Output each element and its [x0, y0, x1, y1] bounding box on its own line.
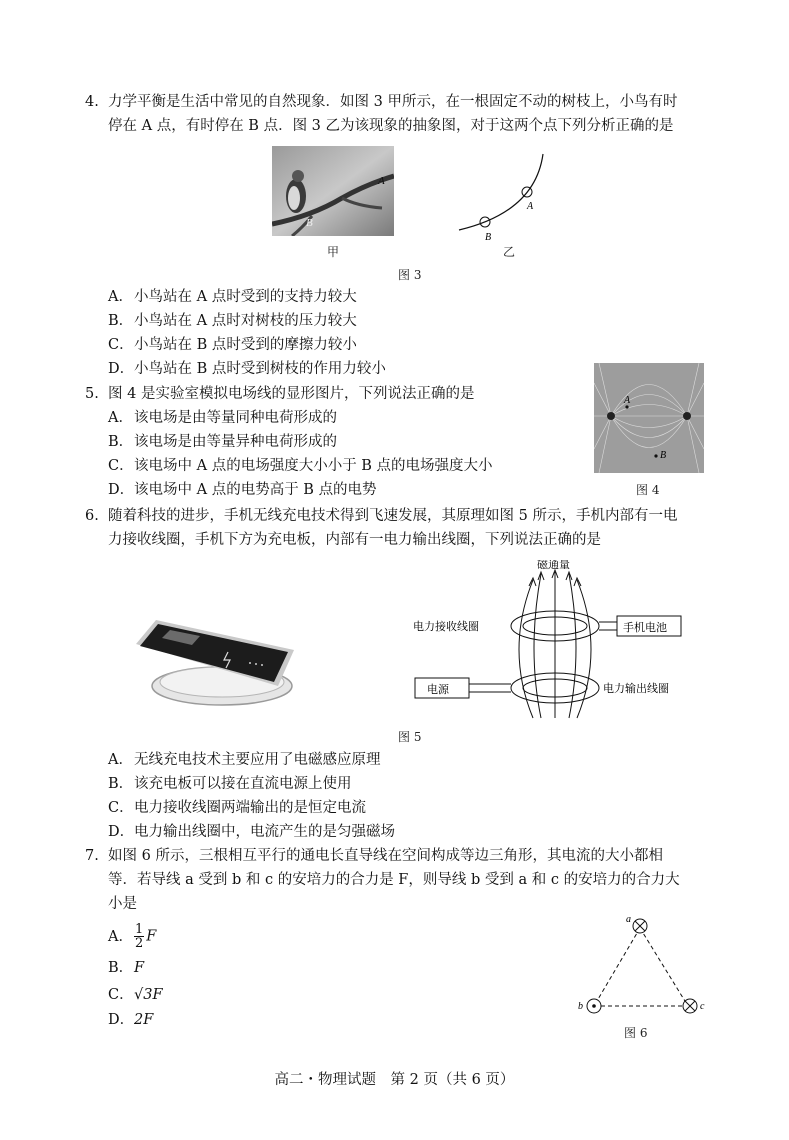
q7-option-c: C．√3F	[108, 987, 163, 1003]
q6-number: 6.	[85, 508, 99, 524]
q4-option-a: A．小鸟站在 A 点时受到的支持力较大	[108, 289, 357, 305]
fig3-photo-label-b: B	[306, 217, 313, 229]
q7-option-a: A． $\frac{1}{2}$ F	[108, 922, 157, 951]
q4-option-b: B．小鸟站在 A 点时对树枝的压力较大	[108, 313, 357, 329]
fig3-label-a: A	[527, 201, 534, 212]
q7-stem-line3: 小是	[108, 896, 137, 912]
flux-label: 磁通量	[537, 560, 570, 571]
output-coil-label: 电力输出线圈	[603, 683, 669, 695]
q4-stem-line1: 力学平衡是生活中常见的自然现象．如图 3 甲所示，在一根固定不动的树枝上，小鸟有时	[108, 94, 678, 110]
fig4-label-b: B	[660, 450, 667, 461]
receive-coil-label: 电力接收线圈	[413, 621, 479, 633]
electric-field-lines-photo	[594, 363, 704, 473]
q5-option-d: D．该电场中 A 点的电势高于 B 点的电势	[108, 482, 377, 498]
q4-stem-line2: 停在 A 点，有时停在 B 点．图 3 乙为该现象的抽象图，对于这两个点下列分析正确的是	[108, 118, 674, 134]
q4-number: 4.	[85, 94, 99, 110]
phone-battery-label: 手机电池	[623, 622, 667, 634]
fig3-sub-jia: 甲	[327, 245, 340, 259]
fig6-caption: 图 6	[624, 1026, 648, 1040]
fig3-sub-yi: 乙	[503, 245, 516, 259]
bird-on-branch-photo	[272, 146, 394, 236]
fig6-label-b: b	[578, 1001, 583, 1012]
q6-stem-line1: 随着科技的进步，手机无线充电技术得到飞速发展，其原理如图 5 所示，手机内部有一电	[108, 508, 678, 524]
q7-stem-line2: 等．若导线 a 受到 b 和 c 的安培力的合力是 F，则导线 b 受到 a 和 c 的安培力的合力大	[108, 872, 680, 888]
phone-on-wireless-charger-photo	[132, 608, 300, 708]
half-fraction: $\frac{1}{2}$	[135, 922, 144, 951]
q5-option-c: C．该电场中 A 点的电场强度大小小于 B 点的电场强度大小	[108, 458, 493, 474]
wireless-charging-coil-diagram	[405, 560, 685, 720]
fig4-label-a: A	[624, 395, 631, 406]
q6-option-d: D．电力输出线圈中，电流产生的是匀强磁场	[108, 824, 395, 840]
q5-stem: 图 4 是实验室模拟电场线的显形图片，下列说法正确的是	[108, 386, 475, 402]
q6-option-b: B．该充电板可以接在直流电源上使用	[108, 776, 352, 792]
q6-option-a: A．无线充电技术主要应用了电磁感应原理	[108, 752, 381, 768]
q7-option-b: B．F	[108, 960, 145, 976]
fig3-label-b: B	[485, 232, 492, 243]
q5-number: 5.	[85, 386, 99, 402]
fig5-caption: 图 5	[398, 730, 422, 744]
q7-stem-line1: 如图 6 所示，三根相互平行的通电长直导线在空间构成等边三角形，其电流的大小都相	[108, 848, 663, 864]
power-source-label: 电源	[427, 684, 449, 696]
fig3-caption: 图 3	[398, 268, 422, 282]
fig4-caption: 图 4	[636, 483, 660, 497]
q7-option-d: D．2F	[108, 1012, 154, 1028]
fig3-abstract-diagram	[455, 150, 555, 250]
q4-option-d: D．小鸟站在 B 点时受到树枝的作用力较小	[108, 361, 386, 377]
q4-option-c: C．小鸟站在 B 点时受到的摩擦力较小	[108, 337, 357, 353]
q5-option-b: B．该电场是由等量异种电荷形成的	[108, 434, 337, 450]
page-footer: 高二・物理试题 第 2 页（共 6 页）	[274, 1072, 515, 1088]
wire-triangle-diagram	[574, 910, 714, 1020]
fig6-label-a: a	[626, 914, 631, 925]
q6-option-c: C．电力接收线圈两端输出的是恒定电流	[108, 800, 366, 816]
q6-stem-line2: 力接收线圈，手机下方为充电板，内部有一电力输出线圈，下列说法正确的是	[108, 532, 601, 548]
fig6-label-c: c	[700, 1001, 705, 1012]
q5-option-a: A．该电场是由等量同种电荷形成的	[108, 410, 337, 426]
fig3-photo-label-a: A	[378, 175, 385, 187]
q7-number: 7.	[85, 848, 99, 864]
